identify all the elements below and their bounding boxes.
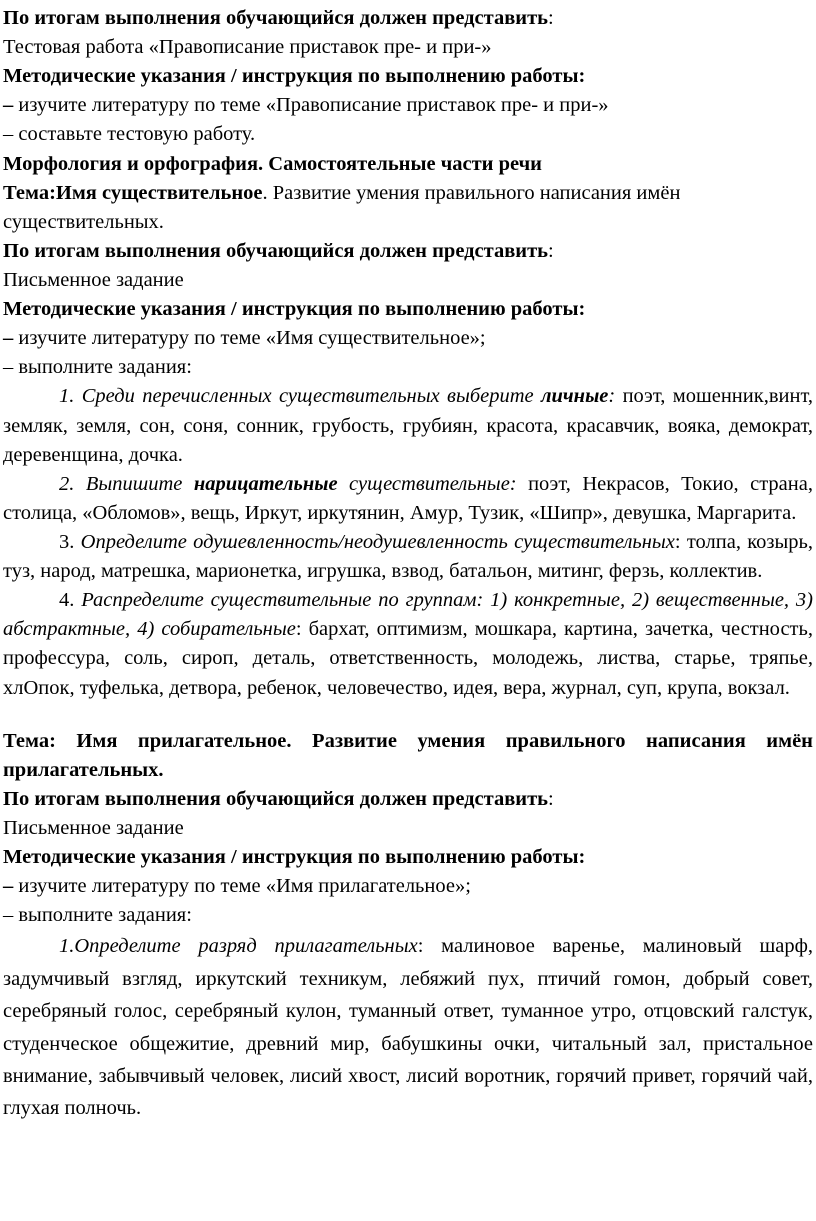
result-line-1	[3, 4, 813, 33]
method-label-1: Методические указания / инструкция по выполнению работы:	[3, 65, 586, 88]
result-colon: :	[548, 787, 554, 810]
result-label: По итогам выполнения обучающийся должен представить	[3, 787, 548, 810]
task-words: поэт, мошенник,винт, земляк, земля, сон, соня, сонник, грубость, грубиян, красота, красавчик, вояка, демократ, деревенщина, дочка.	[3, 385, 813, 466]
task-2-2	[3, 470, 813, 528]
spacer	[3, 703, 813, 727]
step-text: изучите литературу по теме «Имя существительное»;	[13, 327, 486, 350]
method-label-3: Методические указания / инструкция по выполнению работы:	[3, 846, 586, 869]
topic-line-3: Тема: Имя прилагательное. Развитие умения правильного написания имён прилагательных.	[3, 729, 813, 781]
task-words: : малиновое варенье, малиновый шарф, задумчивый взгляд, иркутский техникум, лебяжий пух, птичий гомон, добрый совет, серебряный голос, серебряный кулон, туманный ответ, туманное утро, отцовский галстук, студенческое общежитие, древний мир, бабушкины очки, читальный зал, пристальное внимание, забывчивый человек, лисий хвост, лисий воротник, горячий привет, горячий чай, глухая полночь.	[3, 935, 813, 1120]
result-label: По итогам выполнения обучающийся должен представить	[3, 7, 548, 29]
step-3-1	[3, 872, 813, 901]
method-label-2: Методические указания / инструкция по выполнению работы:	[3, 298, 586, 321]
step-dash: –	[3, 327, 14, 350]
result-line-2	[3, 237, 813, 266]
task-words: : толпа, козырь, туз, народ, матрешка, марионетка, игрушка, взвод, батальон, митинг, ферзь, коллектив.	[3, 530, 813, 583]
task-keyword: личные	[541, 385, 609, 408]
step-dash: –	[3, 94, 14, 117]
result-line-3	[3, 785, 813, 814]
task-instruction: Распределите существительные по группам: 1) конкретные, 2) вещественные, 3) абстрактные, 4) собирательные	[3, 589, 814, 641]
task-instruction-end: существительные:	[337, 472, 517, 495]
result-colon: :	[548, 239, 554, 262]
task-words: : бархат, оптимизм, мошкара, картина, зачетка, честность, профессура, соль, сироп, деталь, ответственность, молодежь, листва, старье, тряпье, хлОпок, туфелька, детвора, ребенок, человечество, идея, вера, журнал, суп, крупа, вокзал.	[3, 618, 813, 699]
step-dash: –	[3, 875, 14, 898]
task-instruction: 2. Выпишите	[59, 472, 194, 495]
topic-text: . Развитие умения правильного написания имён существительных.	[3, 181, 681, 233]
task-words: поэт, Некрасов, Токио, страна, столица, «Обломов», вещь, Иркут, иркутянин, Амур, Тузик, «Шипр», девушка, Маргарита.	[3, 472, 813, 524]
result-value-3: Письменное задание	[3, 816, 184, 839]
task-instruction: Определите одушевленность/неодушевленность существительных	[80, 530, 675, 553]
step-3-2: – выполните задания:	[3, 904, 192, 927]
task-number: 3.	[59, 530, 81, 553]
task-3-1	[3, 930, 813, 1124]
section-heading: Морфология и орфография. Самостоятельные части речи	[3, 152, 542, 175]
topic-label: Тема:Имя существительное	[3, 181, 263, 204]
task-2-3	[3, 528, 813, 586]
task-number: 4.	[59, 589, 82, 612]
step-2-1	[3, 324, 813, 353]
result-colon: :	[548, 7, 554, 29]
step-1-1	[3, 91, 813, 120]
task-colon: :	[608, 385, 616, 408]
task-instruction: 1. Среди перечисленных существительных выберите	[59, 385, 541, 408]
result-value-1: Тестовая работа «Правописание приставок пре- и при-»	[3, 36, 492, 59]
step-2-2: – выполните задания:	[3, 356, 192, 379]
task-instruction: 1.Определите разряд прилагательных	[59, 935, 418, 958]
task-keyword: нарицательные	[193, 472, 338, 495]
step-1-2: – составьте тестовую работу.	[3, 123, 256, 146]
step-text: изучите литературу по теме «Имя прилагательное»;	[13, 875, 471, 898]
result-label: По итогам выполнения обучающийся должен представить	[3, 239, 548, 262]
task-2-4	[3, 586, 813, 702]
result-value-2: Письменное задание	[3, 268, 184, 291]
task-2-1	[3, 382, 813, 469]
step-text: изучите литературу по теме «Правописание приставок пре- и при-»	[13, 94, 609, 117]
topic-line-2	[3, 179, 813, 237]
